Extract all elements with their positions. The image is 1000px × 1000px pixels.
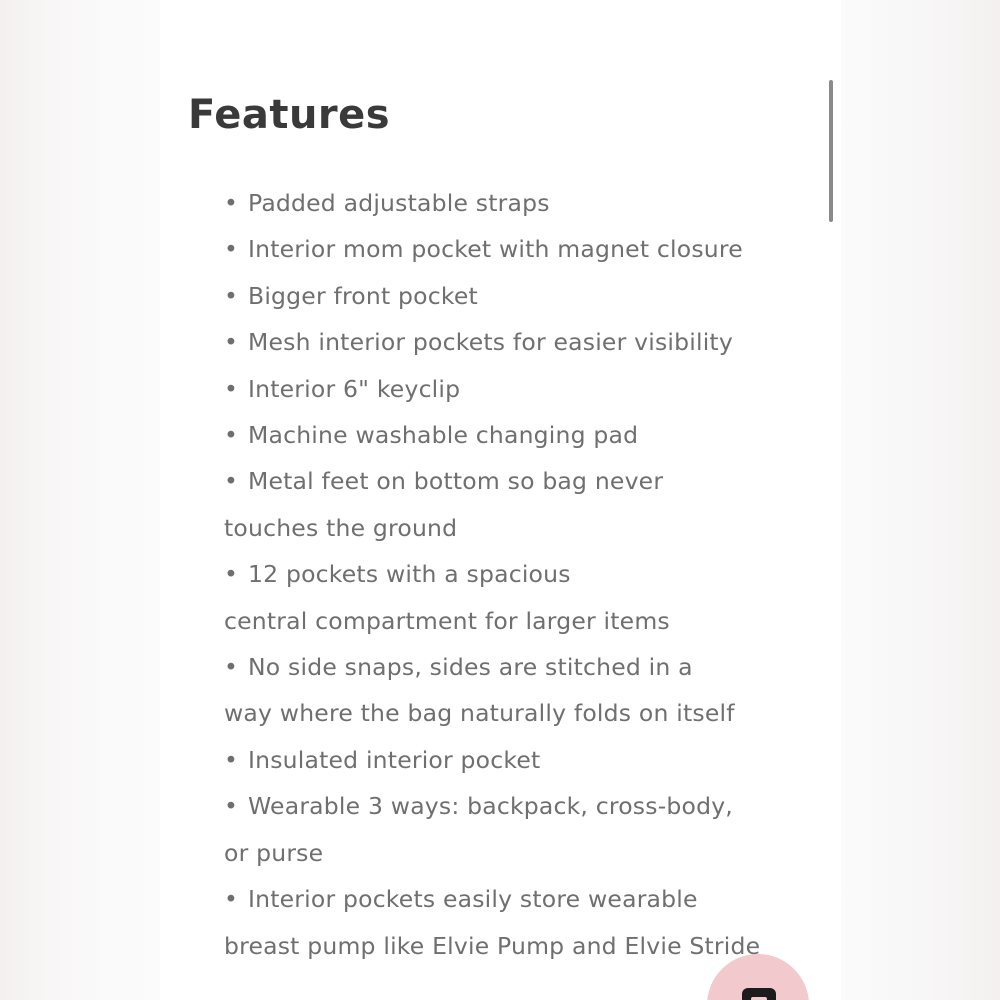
cropped-previous-text bbox=[512, 0, 526, 4]
feature-text: No side snaps, sides are stitched in a bbox=[248, 653, 693, 682]
feature-item bbox=[224, 783, 824, 829]
feature-item bbox=[224, 226, 824, 272]
bullet-icon: • bbox=[224, 421, 239, 450]
bullet-icon: • bbox=[224, 281, 239, 310]
feature-item bbox=[224, 737, 824, 783]
feature-text: central compartment for larger items bbox=[224, 606, 670, 635]
feature-item bbox=[224, 366, 824, 412]
features-list bbox=[224, 180, 824, 969]
scrollbar-thumb[interactable] bbox=[829, 80, 833, 222]
bullet-icon: • bbox=[224, 745, 239, 774]
feature-continuation bbox=[224, 505, 824, 551]
bullet-icon: • bbox=[224, 189, 239, 217]
bullet-icon: • bbox=[224, 374, 239, 403]
content-card bbox=[160, 0, 841, 1000]
feature-continuation bbox=[224, 830, 824, 876]
feature-item bbox=[224, 412, 824, 458]
feature-text: Mesh interior pockets for easier visibility bbox=[248, 328, 733, 357]
feature-text: or purse bbox=[224, 838, 324, 867]
feature-text: breast pump like Elvie Pump and Elvie Stride bbox=[224, 931, 761, 960]
feature-item bbox=[224, 273, 824, 319]
feature-text: Interior mom pocket with magnet closure bbox=[248, 235, 743, 264]
feature-text: Bigger front pocket bbox=[248, 281, 478, 310]
bullet-icon: • bbox=[224, 792, 239, 821]
feature-text: Insulated interior pocket bbox=[248, 745, 541, 774]
bullet-icon: • bbox=[224, 560, 239, 589]
feature-continuation bbox=[224, 598, 824, 644]
feature-item bbox=[224, 876, 824, 922]
feature-item bbox=[224, 319, 824, 365]
feature-text: Metal feet on bottom so bag never bbox=[248, 467, 664, 496]
bullet-icon: • bbox=[224, 328, 239, 357]
feature-item bbox=[224, 551, 824, 597]
feature-item bbox=[224, 644, 824, 690]
bullet-icon: • bbox=[224, 235, 239, 264]
bullet-icon: • bbox=[224, 467, 239, 496]
feature-text: Interior pockets easily store wearable bbox=[248, 885, 698, 914]
feature-continuation bbox=[224, 690, 824, 736]
feature-text: 12 pockets with a spacious bbox=[248, 560, 571, 589]
scrollbar[interactable] bbox=[829, 80, 835, 222]
feature-item bbox=[224, 180, 824, 226]
feature-text: touches the ground bbox=[224, 513, 458, 542]
feature-item bbox=[224, 458, 824, 504]
bullet-icon: • bbox=[224, 885, 239, 914]
shopping-bag-icon bbox=[742, 988, 776, 1000]
feature-text: Interior 6" keyclip bbox=[248, 374, 461, 403]
feature-text: Wearable 3 ways: backpack, cross-body, bbox=[248, 792, 733, 821]
feature-text: Machine washable changing pad bbox=[248, 421, 639, 450]
features-heading: Features bbox=[188, 92, 391, 138]
bullet-icon: • bbox=[224, 653, 239, 682]
feature-text: Padded adjustable straps bbox=[248, 189, 550, 217]
feature-text: way where the bag naturally folds on itself bbox=[224, 699, 735, 728]
